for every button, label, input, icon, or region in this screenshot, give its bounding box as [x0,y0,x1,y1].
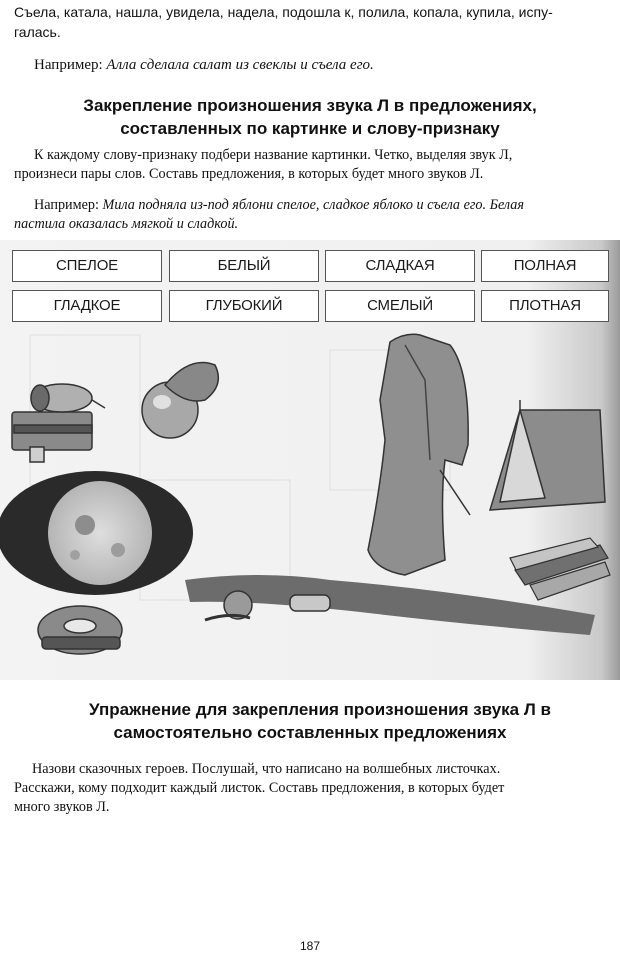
word-card-6: ГЛУБОКИЙ [169,290,319,322]
word-card-3: СЛАДКАЯ [325,250,475,282]
moon-drawing [0,471,193,595]
section-1-instruction [14,146,614,184]
intro-text [14,2,610,42]
section-1-example-line-1: Мила подняла из-под яблони спелое, сладкое яблоко и съела его. Белая [102,197,524,213]
word-card-5: ГЛАДКОЕ [12,290,162,322]
section-2-instruction [14,760,614,817]
intro-line-2: галась. [14,24,61,40]
section-2-title-line-2: самостоятельно составленных предложениях [113,723,507,742]
section-2-instruction-line-3: много звуков Л. [14,799,110,815]
section-1-instruction-line-2: произнеси пары слов. Составь предложения, в которых будет много звуков Л. [14,166,484,182]
illustration-panel [0,240,620,680]
example-1 [34,57,614,74]
example-1-label: Например: [34,57,103,73]
word-card-7: СМЕЛЫЙ [325,290,475,322]
section-1-title-line-2: составленных по картинке и слову-признаку [120,119,500,138]
section-2-instruction-line-1: Назови сказочных героев. Послушай, что написано на волшебных листочках. [32,761,501,777]
word-card-2: БЕЛЫЙ [169,250,319,282]
example-1-text: Алла сделала салат из свеклы и съела его. [106,57,374,73]
word-card-8: ПЛОТНАЯ [481,290,609,322]
section-1-example [14,196,614,234]
section-2-title-line-1: Упражнение для закрепления произношения звука Л в [89,700,551,719]
section-2-instruction-line-2: Расскажи, кому подходит каждый листок. Составь предложения, в которых будет [14,780,505,796]
section-1-example-line-2: пастила оказалась мягкой и сладкой. [14,216,239,232]
intro-line-1: Съела, катала, нашла, увидела, надела, подошла к, полила, копала, купила, испу- [14,4,553,20]
word-card-1: СПЕЛОЕ [12,250,162,282]
section-1-instruction-line-1: К каждому слову-признаку подбери название картинки. Четко, выделяя звук Л, [34,147,513,163]
section-1-example-label: Например: [34,197,99,213]
section-1-title [0,94,620,140]
donut-drawing [38,606,122,654]
page-number: 187 [299,939,321,953]
section-1-title-line-1: Закрепление произношения звука Л в предложениях, [83,96,537,115]
section-2-title [0,698,620,744]
word-card-4: ПОЛНАЯ [481,250,609,282]
